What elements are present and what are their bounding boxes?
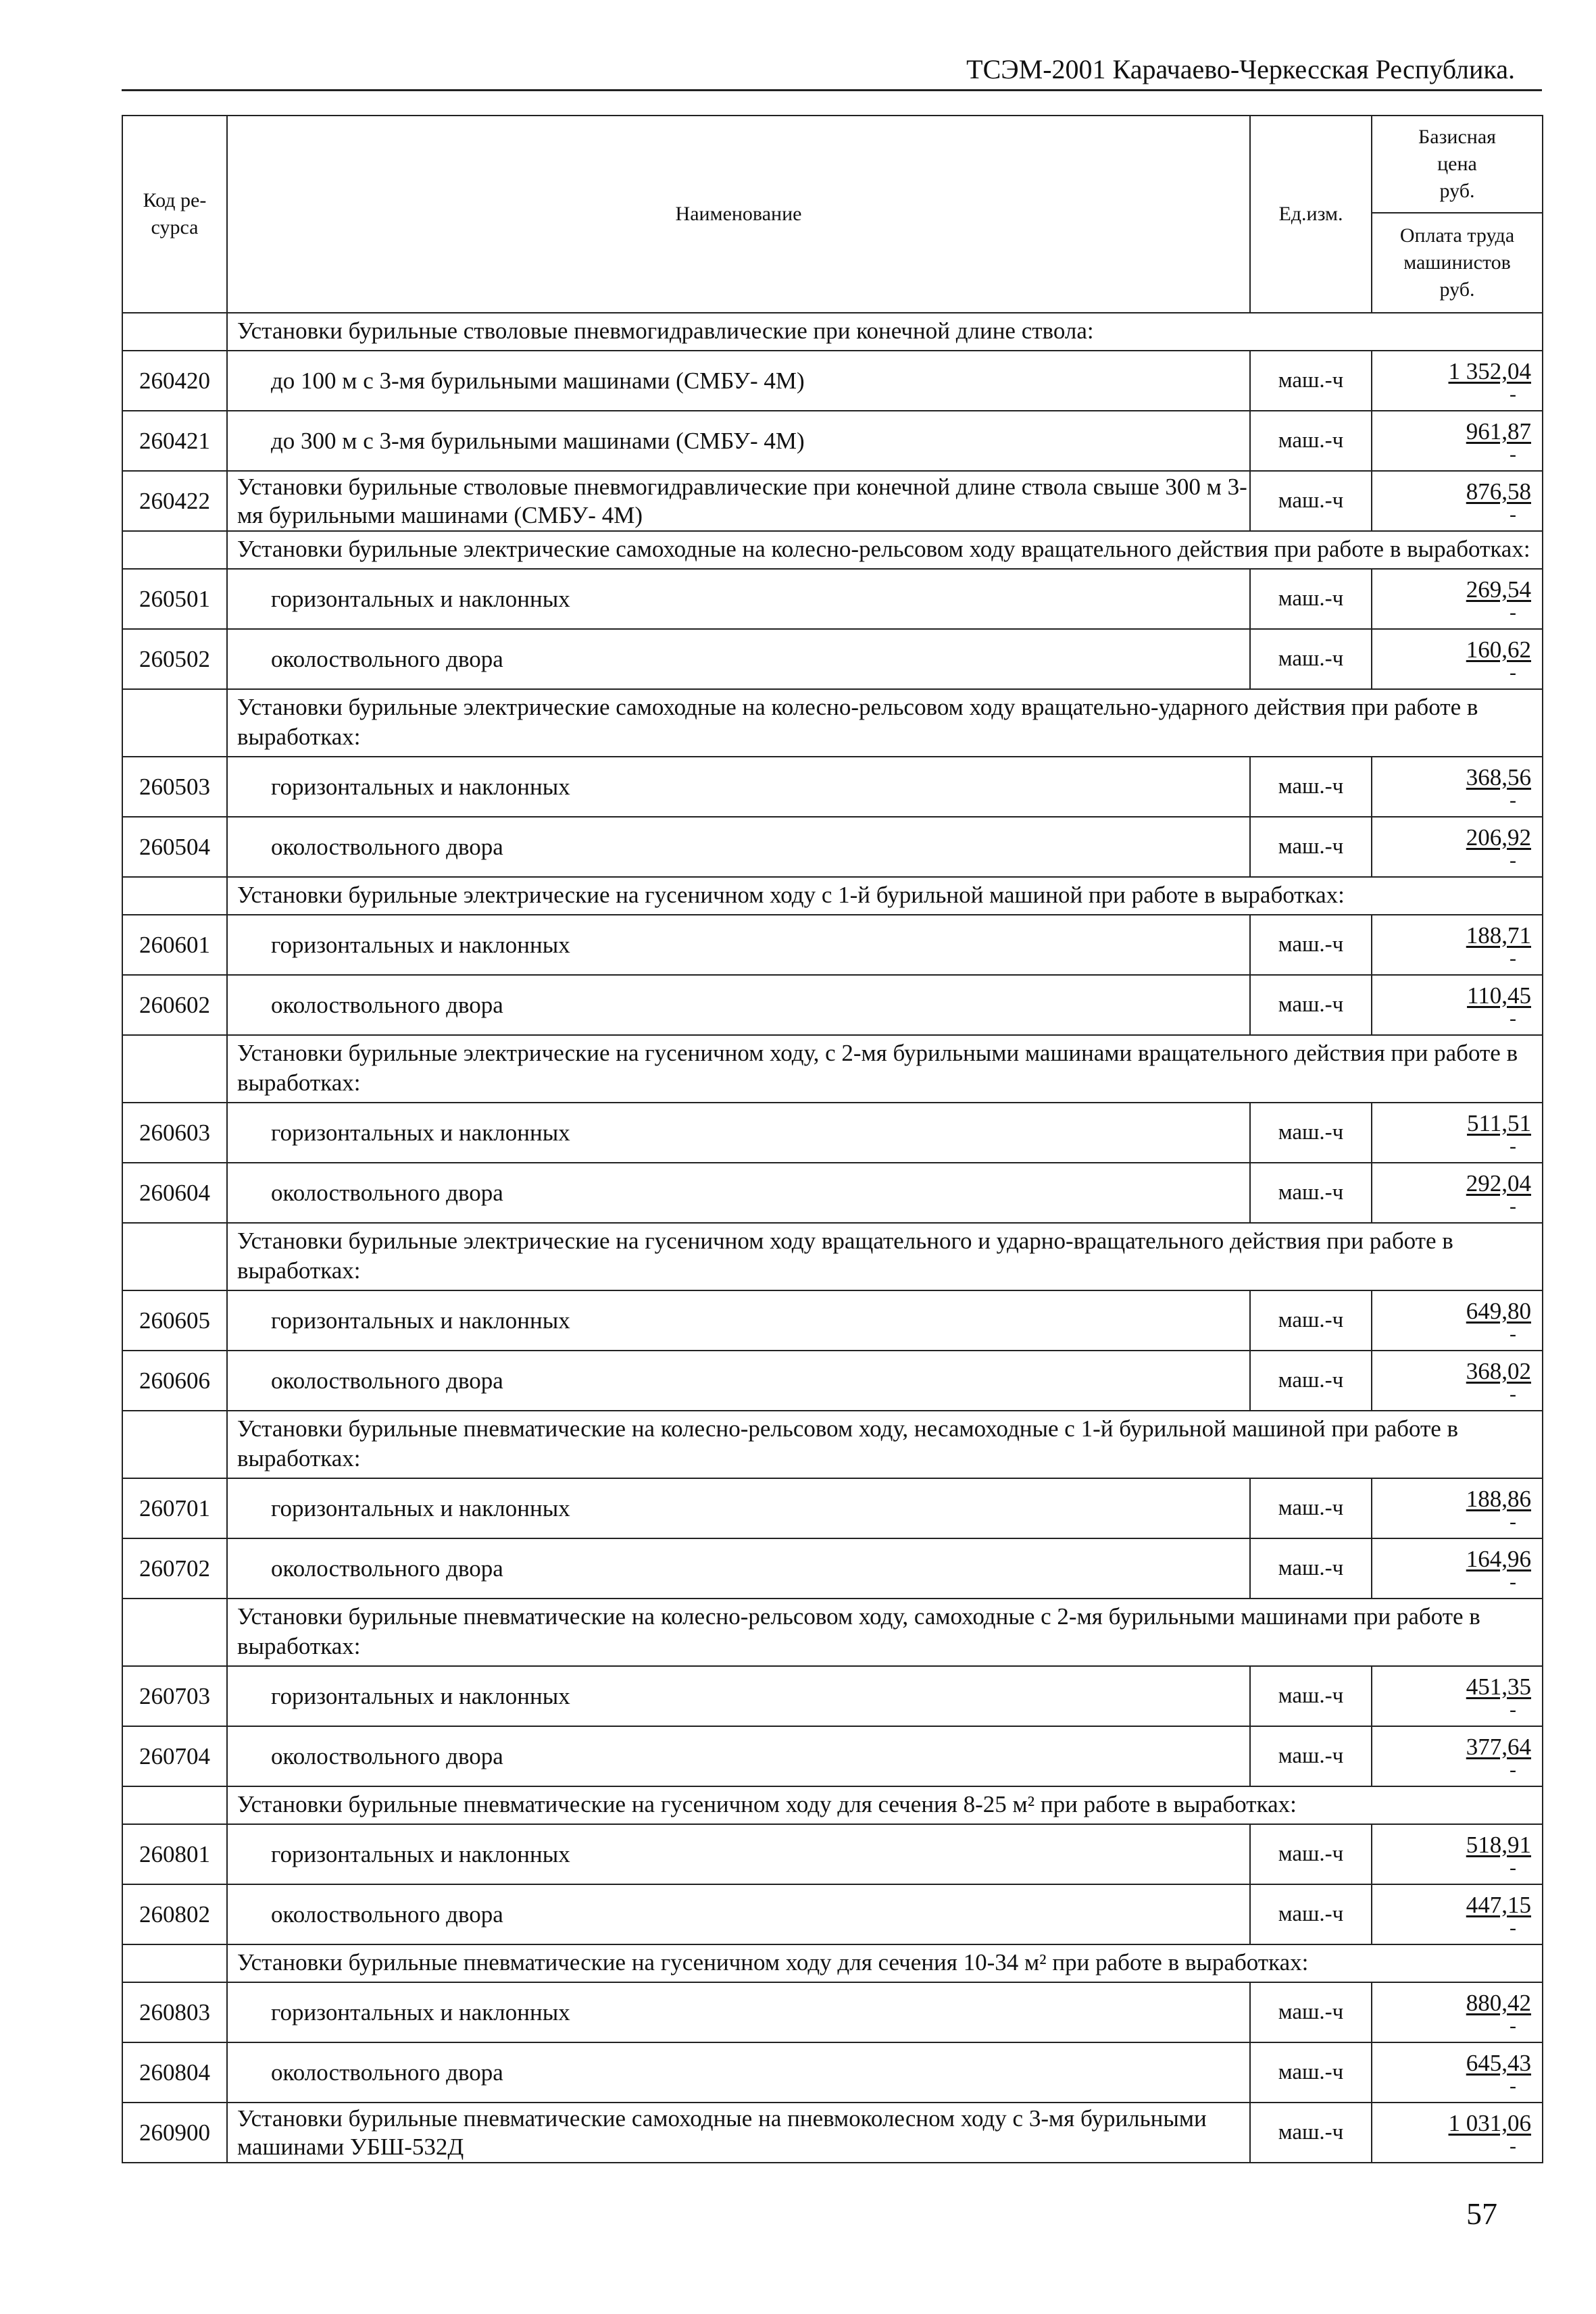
price-cell xyxy=(1372,1726,1543,1786)
resource-name: околоствольного двора xyxy=(227,1163,1250,1223)
resource-code: 260420 xyxy=(122,351,227,411)
unit-of-measure: маш.-ч xyxy=(1250,411,1372,471)
resource-name: горизонтальных и наклонных xyxy=(227,915,1250,975)
group-header-row xyxy=(122,1411,1543,1478)
group-header-row xyxy=(122,689,1543,757)
group-title: Установки бурильные электрические на гусеничном ходу с 1-й бурильной машиной при работе в выработках: xyxy=(227,877,1543,915)
resource-name: околоствольного двора xyxy=(227,817,1250,877)
base-price: 1 031,06 xyxy=(1448,2109,1531,2136)
price-cell xyxy=(1372,1982,1543,2042)
resource-code: 260502 xyxy=(122,629,227,689)
resource-name: Установки бурильные стволовые пневмогидравлические при конечной длине ствола свыше 300 м 3-мя бурильными машинами (СМБУ- 4М) xyxy=(227,471,1250,531)
unit-of-measure: маш.-ч xyxy=(1250,351,1372,411)
table-row xyxy=(122,975,1543,1035)
unit-of-measure: маш.-ч xyxy=(1250,817,1372,877)
price-cell xyxy=(1372,1351,1543,1411)
document-title: ТСЭМ-2001 Карачаево-Черкесская Республика. xyxy=(966,54,1515,84)
operator-wage: - xyxy=(1510,2074,1516,2097)
resource-code: 260603 xyxy=(122,1103,227,1163)
operator-wage: - xyxy=(1510,2134,1516,2157)
group-header-row xyxy=(122,877,1543,915)
resource-name: околоствольного двора xyxy=(227,2042,1250,2103)
group-code-cell xyxy=(122,531,227,569)
group-code-cell xyxy=(122,877,227,915)
operator-wage: - xyxy=(1510,947,1516,970)
group-title: Установки бурильные пневматические на колесно-рельсовом ходу, самоходные с 2-мя бурильными машинами при работе в выработках: xyxy=(227,1599,1543,1666)
resource-name: околоствольного двора xyxy=(227,1351,1250,1411)
base-price: 645,43 xyxy=(1466,2049,1531,2076)
base-price: 368,02 xyxy=(1466,1357,1531,1384)
unit-of-measure: маш.-ч xyxy=(1250,1351,1372,1411)
unit-of-measure: маш.-ч xyxy=(1250,471,1372,531)
price-cell xyxy=(1372,975,1543,1035)
operator-wage: - xyxy=(1510,1322,1516,1345)
group-code-cell xyxy=(122,689,227,757)
group-header-row xyxy=(122,1786,1543,1824)
group-code-cell xyxy=(122,1786,227,1824)
resource-code: 260601 xyxy=(122,915,227,975)
price-cell xyxy=(1372,757,1543,817)
resource-name: горизонтальных и наклонных xyxy=(227,1982,1250,2042)
price-cell xyxy=(1372,1538,1543,1599)
resource-name: околоствольного двора xyxy=(227,629,1250,689)
operator-wage: - xyxy=(1510,1134,1516,1157)
unit-of-measure: маш.-ч xyxy=(1250,1666,1372,1726)
resource-name: до 100 м с 3-мя бурильными машинами (СМБУ- 4М) xyxy=(227,351,1250,411)
table-row xyxy=(122,2042,1543,2103)
price-cell xyxy=(1372,1103,1543,1163)
price-cell xyxy=(1372,471,1543,531)
operator-wage: - xyxy=(1510,1382,1516,1405)
table-row xyxy=(122,1163,1543,1223)
group-header-row xyxy=(122,1035,1543,1103)
table-row xyxy=(122,1290,1543,1351)
header-price xyxy=(1372,116,1543,313)
group-header-row xyxy=(122,531,1543,569)
table-row xyxy=(122,351,1543,411)
resource-name: Установки бурильные пневматические самоходные на пневмоколесном ходу с 3-мя бурильными машинами УБШ-532Д xyxy=(227,2103,1250,2163)
unit-of-measure: маш.-ч xyxy=(1250,1478,1372,1538)
table-row xyxy=(122,569,1543,629)
resource-name: горизонтальных и наклонных xyxy=(227,1824,1250,1884)
group-code-cell xyxy=(122,1411,227,1478)
resource-code: 260803 xyxy=(122,1982,227,2042)
resource-code: 260704 xyxy=(122,1726,227,1786)
operator-wage: - xyxy=(1510,849,1516,872)
base-price: 164,96 xyxy=(1466,1545,1531,1572)
base-price: 110,45 xyxy=(1467,982,1531,1009)
resource-code: 260801 xyxy=(122,1824,227,1884)
price-cell xyxy=(1372,569,1543,629)
table-row xyxy=(122,817,1543,877)
group-title: Установки бурильные электрические на гусеничном ходу, с 2-мя бурильными машинами вращательного действия при работе в выработках: xyxy=(227,1035,1543,1103)
resource-code: 260422 xyxy=(122,471,227,531)
price-cell xyxy=(1372,1290,1543,1351)
base-price: 447,15 xyxy=(1466,1891,1531,1918)
price-cell xyxy=(1372,1666,1543,1726)
unit-of-measure: маш.-ч xyxy=(1250,1884,1372,1944)
resource-code: 260701 xyxy=(122,1478,227,1538)
group-header-row xyxy=(122,1944,1543,1982)
table-row xyxy=(122,1538,1543,1599)
table-row xyxy=(122,1478,1543,1538)
operator-wage: - xyxy=(1510,661,1516,684)
table-row xyxy=(122,2103,1543,2163)
resource-name: горизонтальных и наклонных xyxy=(227,1103,1250,1163)
price-cell xyxy=(1372,1163,1543,1223)
group-title: Установки бурильные электрические самоходные на колесно-рельсовом ходу вращательно-ударного действия при работе в выработках: xyxy=(227,689,1543,757)
resource-name: горизонтальных и наклонных xyxy=(227,1478,1250,1538)
price-cell xyxy=(1372,1478,1543,1538)
price-cell xyxy=(1372,915,1543,975)
table-row xyxy=(122,1884,1543,1944)
unit-of-measure: маш.-ч xyxy=(1250,2042,1372,2103)
base-price: 292,04 xyxy=(1466,1169,1531,1197)
operator-wage: - xyxy=(1510,1758,1516,1781)
base-price: 518,91 xyxy=(1466,1831,1531,1858)
resource-name: околоствольного двора xyxy=(227,975,1250,1035)
group-header-row xyxy=(122,313,1543,351)
base-price: 649,80 xyxy=(1466,1297,1531,1324)
resource-code: 260802 xyxy=(122,1884,227,1944)
group-code-cell xyxy=(122,1035,227,1103)
resource-code: 260702 xyxy=(122,1538,227,1599)
header-unit: Ед.изм. xyxy=(1250,116,1372,313)
resource-name: околоствольного двора xyxy=(227,1726,1250,1786)
group-title: Установки бурильные пневматические на гусеничном ходу для сечения 8-25 м² при работе в выработках: xyxy=(227,1786,1543,1824)
unit-of-measure: маш.-ч xyxy=(1250,1824,1372,1884)
group-code-cell xyxy=(122,313,227,351)
unit-of-measure: маш.-ч xyxy=(1250,975,1372,1035)
price-cell xyxy=(1372,2042,1543,2103)
resource-code: 260804 xyxy=(122,2042,227,2103)
base-price: 876,58 xyxy=(1466,478,1531,505)
group-header-row xyxy=(122,1599,1543,1666)
table-row xyxy=(122,915,1543,975)
unit-of-measure: маш.-ч xyxy=(1250,757,1372,817)
base-price: 188,71 xyxy=(1466,922,1531,949)
unit-of-measure: маш.-ч xyxy=(1250,1538,1372,1599)
base-price: 188,86 xyxy=(1466,1485,1531,1512)
base-price: 206,92 xyxy=(1466,824,1531,851)
unit-of-measure: маш.-ч xyxy=(1250,629,1372,689)
table-row xyxy=(122,471,1543,531)
table-row xyxy=(122,629,1543,689)
resource-code: 260501 xyxy=(122,569,227,629)
base-price: 368,56 xyxy=(1466,763,1531,790)
resource-code: 260421 xyxy=(122,411,227,471)
resource-name: до 300 м с 3-мя бурильными машинами (СМБУ- 4М) xyxy=(227,411,1250,471)
resource-code: 260900 xyxy=(122,2103,227,2163)
unit-of-measure: маш.-ч xyxy=(1250,1163,1372,1223)
price-table xyxy=(122,115,1543,2163)
operator-wage: - xyxy=(1510,2014,1516,2037)
price-cell xyxy=(1372,817,1543,877)
table-row xyxy=(122,1824,1543,1884)
price-cell xyxy=(1372,1824,1543,1884)
operator-wage: - xyxy=(1510,601,1516,624)
group-title: Установки бурильные электрические на гусеничном ходу вращательного и ударно-вращательного действия при работе в выработках: xyxy=(227,1223,1543,1290)
base-price: 1 352,04 xyxy=(1448,357,1531,384)
unit-of-measure: маш.-ч xyxy=(1250,2103,1372,2163)
resource-code: 260605 xyxy=(122,1290,227,1351)
header-name: Наименование xyxy=(227,116,1250,313)
operator-wage: - xyxy=(1510,1194,1516,1217)
table-row xyxy=(122,757,1543,817)
price-cell xyxy=(1372,629,1543,689)
group-title: Установки бурильные пневматические на гусеничном ходу для сечения 10-34 м² при работе в выработках: xyxy=(227,1944,1543,1982)
table-row xyxy=(122,1982,1543,2042)
resource-code: 260606 xyxy=(122,1351,227,1411)
resource-code: 260602 xyxy=(122,975,227,1035)
header-base-price: Базисная цена руб. xyxy=(1372,116,1542,213)
unit-of-measure: маш.-ч xyxy=(1250,1290,1372,1351)
resource-code: 260503 xyxy=(122,757,227,817)
page-number: 57 xyxy=(1466,2196,1497,2231)
resource-code: 260604 xyxy=(122,1163,227,1223)
operator-wage: - xyxy=(1510,1570,1516,1593)
table-row xyxy=(122,1666,1543,1726)
group-code-cell xyxy=(122,1944,227,1982)
base-price: 880,42 xyxy=(1466,1989,1531,2016)
page-header xyxy=(122,47,1542,91)
base-price: 269,54 xyxy=(1466,576,1531,603)
resource-name: горизонтальных и наклонных xyxy=(227,569,1250,629)
resource-name: горизонтальных и наклонных xyxy=(227,757,1250,817)
unit-of-measure: маш.-ч xyxy=(1250,1103,1372,1163)
unit-of-measure: маш.-ч xyxy=(1250,1982,1372,2042)
header-operator-wage: Оплата труда машинистов руб. xyxy=(1399,224,1515,301)
resource-name: горизонтальных и наклонных xyxy=(227,1666,1250,1726)
header-code: Код ре- сурса xyxy=(122,116,227,313)
table-row xyxy=(122,1103,1543,1163)
group-title: Установки бурильные электрические самоходные на колесно-рельсовом ходу вращательного действия при работе в выработках: xyxy=(227,531,1543,569)
operator-wage: - xyxy=(1510,1856,1516,1879)
resource-code: 260504 xyxy=(122,817,227,877)
resource-name: околоствольного двора xyxy=(227,1884,1250,1944)
resource-name: горизонтальных и наклонных xyxy=(227,1290,1250,1351)
operator-wage: - xyxy=(1510,1698,1516,1721)
unit-of-measure: маш.-ч xyxy=(1250,1726,1372,1786)
base-price: 511,51 xyxy=(1467,1109,1531,1136)
group-title: Установки бурильные стволовые пневмогидравлические при конечной длине ствола: xyxy=(227,313,1543,351)
operator-wage: - xyxy=(1510,1916,1516,1939)
price-cell xyxy=(1372,351,1543,411)
table-row xyxy=(122,1726,1543,1786)
base-price: 377,64 xyxy=(1466,1733,1531,1760)
group-header-row xyxy=(122,1223,1543,1290)
operator-wage: - xyxy=(1510,503,1516,526)
price-cell xyxy=(1372,2103,1543,2163)
operator-wage: - xyxy=(1510,1007,1516,1030)
table-row xyxy=(122,1351,1543,1411)
table-row xyxy=(122,411,1543,471)
base-price: 160,62 xyxy=(1466,636,1531,663)
base-price: 451,35 xyxy=(1466,1673,1531,1700)
table-header-row xyxy=(122,116,1543,313)
operator-wage: - xyxy=(1510,1510,1516,1533)
resource-name: околоствольного двора xyxy=(227,1538,1250,1599)
group-title: Установки бурильные пневматические на колесно-рельсовом ходу, несамоходные с 1-й бурильной машиной при работе в выработках: xyxy=(227,1411,1543,1478)
table-body xyxy=(122,313,1543,2163)
group-code-cell xyxy=(122,1599,227,1666)
unit-of-measure: маш.-ч xyxy=(1250,915,1372,975)
operator-wage: - xyxy=(1510,443,1516,466)
resource-code: 260703 xyxy=(122,1666,227,1726)
operator-wage: - xyxy=(1510,788,1516,811)
base-price: 961,87 xyxy=(1466,418,1531,445)
price-cell xyxy=(1372,411,1543,471)
group-code-cell xyxy=(122,1223,227,1290)
price-cell xyxy=(1372,1884,1543,1944)
unit-of-measure: маш.-ч xyxy=(1250,569,1372,629)
operator-wage: - xyxy=(1510,382,1516,405)
